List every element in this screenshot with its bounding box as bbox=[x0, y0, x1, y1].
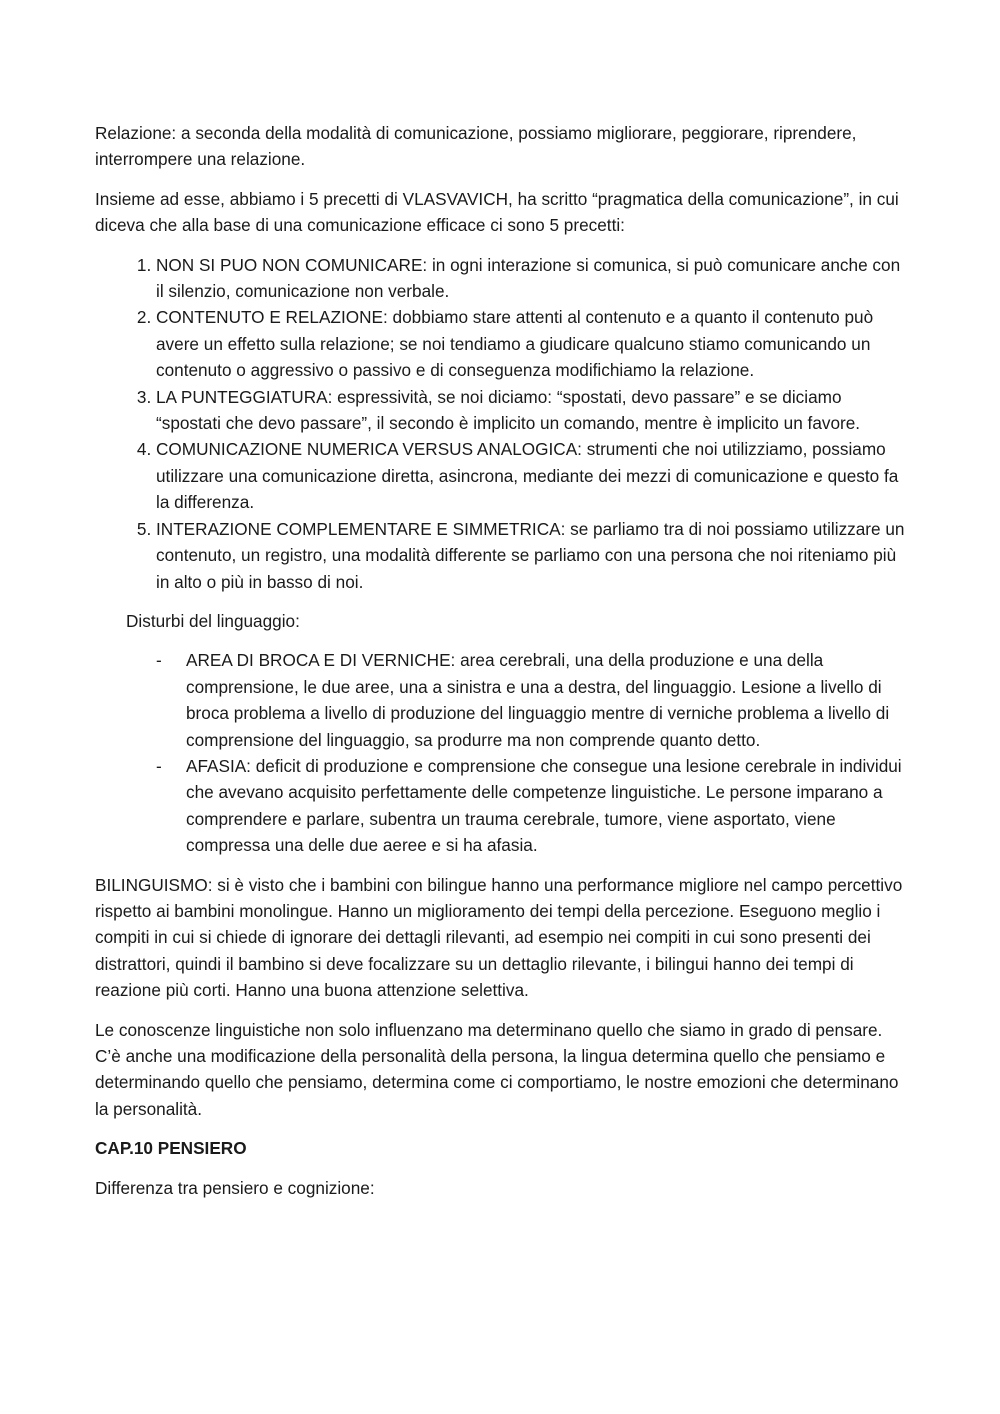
bullet-dash: - bbox=[156, 650, 162, 671]
paragraph-bilinguismo: BILINGUISMO: si è visto che i bambini con bilingue hanno una performance migliore nel campo percettivo rispetto ai bambini monolingue. Hanno un miglioramento dei tempi della percezione. Eseguono meglio i compiti in cui si chiede di ignorare dei dettagli rilevanti, ad esempio nei compiti in cui sono presenti dei distrattori, quindi il bambino si deve focalizzare su un dettaglio rilevante, i bilingui hanno dei tempi di reazione più corti. Hanno una buona attenzione selettiva. bbox=[95, 874, 903, 1001]
list-item-broca bbox=[156, 647, 910, 753]
list-item-text: AREA DI BROCA E DI VERNICHE: area cerebrali, una della produzione e una della comprensione, le due aree, una a sinistra e una a destra, del linguaggio. Lesione a livello di broca problema a livello di produzione del linguaggio mentre di verniche problema a livello di comprensione del linguaggio, sa produrre ma non comprende quanto detto. bbox=[186, 650, 890, 750]
paragraph-disturbi-intro: Disturbi del linguaggio: bbox=[126, 610, 300, 631]
list-item-precetto-5: 5. INTERAZIONE COMPLEMENTARE E SIMMETRICA: se parliamo tra di noi possiamo utilizzare un contenuto, un registro, una modalità differente se parliamo con una persona che noi riteniamo più in alto o più in basso di noi. bbox=[156, 516, 910, 595]
list-item-precetto-3: 3. LA PUNTEGGIATURA: espressività, se noi diciamo: “spostati, devo passare” e se diciamo “spostati che devo passare”, il secondo è implicito un comando, mentre è implicito un favore. bbox=[156, 384, 910, 437]
chapter-heading: CAP.10 PENSIERO bbox=[95, 1138, 247, 1159]
paragraph-relazione: Relazione: a seconda della modalità di comunicazione, possiamo migliorare, peggiorare, riprendere, interrompere una relazione. bbox=[95, 123, 857, 170]
list-item-precetto-1: 1. NON SI PUO NON COMUNICARE: in ogni interazione si comunica, si può comunicare anche con il silenzio, comunicazione non verbale. bbox=[156, 252, 910, 305]
paragraph-differenza: Differenza tra pensiero e cognizione: bbox=[95, 1177, 375, 1198]
paragraph-conoscenze: Le conoscenze linguistiche non solo influenzano ma determinano quello che siamo in grado di pensare. C’è anche una modificazione della personalità della persona, la lingua determina quello che pensiamo e determinando quello che pensiamo, determina come ci comportiamo, le nostre emozioni che determinano la personalità. bbox=[95, 1019, 899, 1119]
document-page bbox=[95, 120, 910, 1214]
precetti-list bbox=[95, 252, 910, 595]
list-item-text: AFASIA: deficit di produzione e comprensione che consegue una lesione cerebrale in individui che avevano acquisito perfettamente delle competenze linguistiche. Le persone imparano a comprendere e parlare, subentra un trauma cerebrale, tumore, viene asportato, viene compressa una delle due aeree e si ha afasia. bbox=[186, 755, 902, 856]
list-item-precetto-4: 4. COMUNICAZIONE NUMERICA VERSUS ANALOGICA: strumenti che noi utilizziamo, possiamo utilizzare una comunicazione diretta, asincrona, mediante dei mezzi di comunicazione e questo fa la differenza. bbox=[156, 436, 910, 515]
list-item-precetto-2: 2. CONTENUTO E RELAZIONE: dobbiamo stare attenti al contenuto e a quanto il contenuto può avere un effetto sulla relazione; se noi tendiamo a giudicare qualcuno stiamo comunicando un contenuto o aggressivo o passivo e di conseguenza modifichiamo la relazione. bbox=[156, 304, 910, 383]
list-item-afasia bbox=[156, 753, 910, 859]
disturbi-list bbox=[95, 647, 910, 858]
paragraph-precetti-intro: Insieme ad esse, abbiamo i 5 precetti di VLASVAVICH, ha scritto “pragmatica della comunicazione”, in cui diceva che alla base di una comunicazione efficace ci sono 5 precetti: bbox=[95, 188, 899, 236]
bullet-dash: - bbox=[156, 755, 162, 776]
